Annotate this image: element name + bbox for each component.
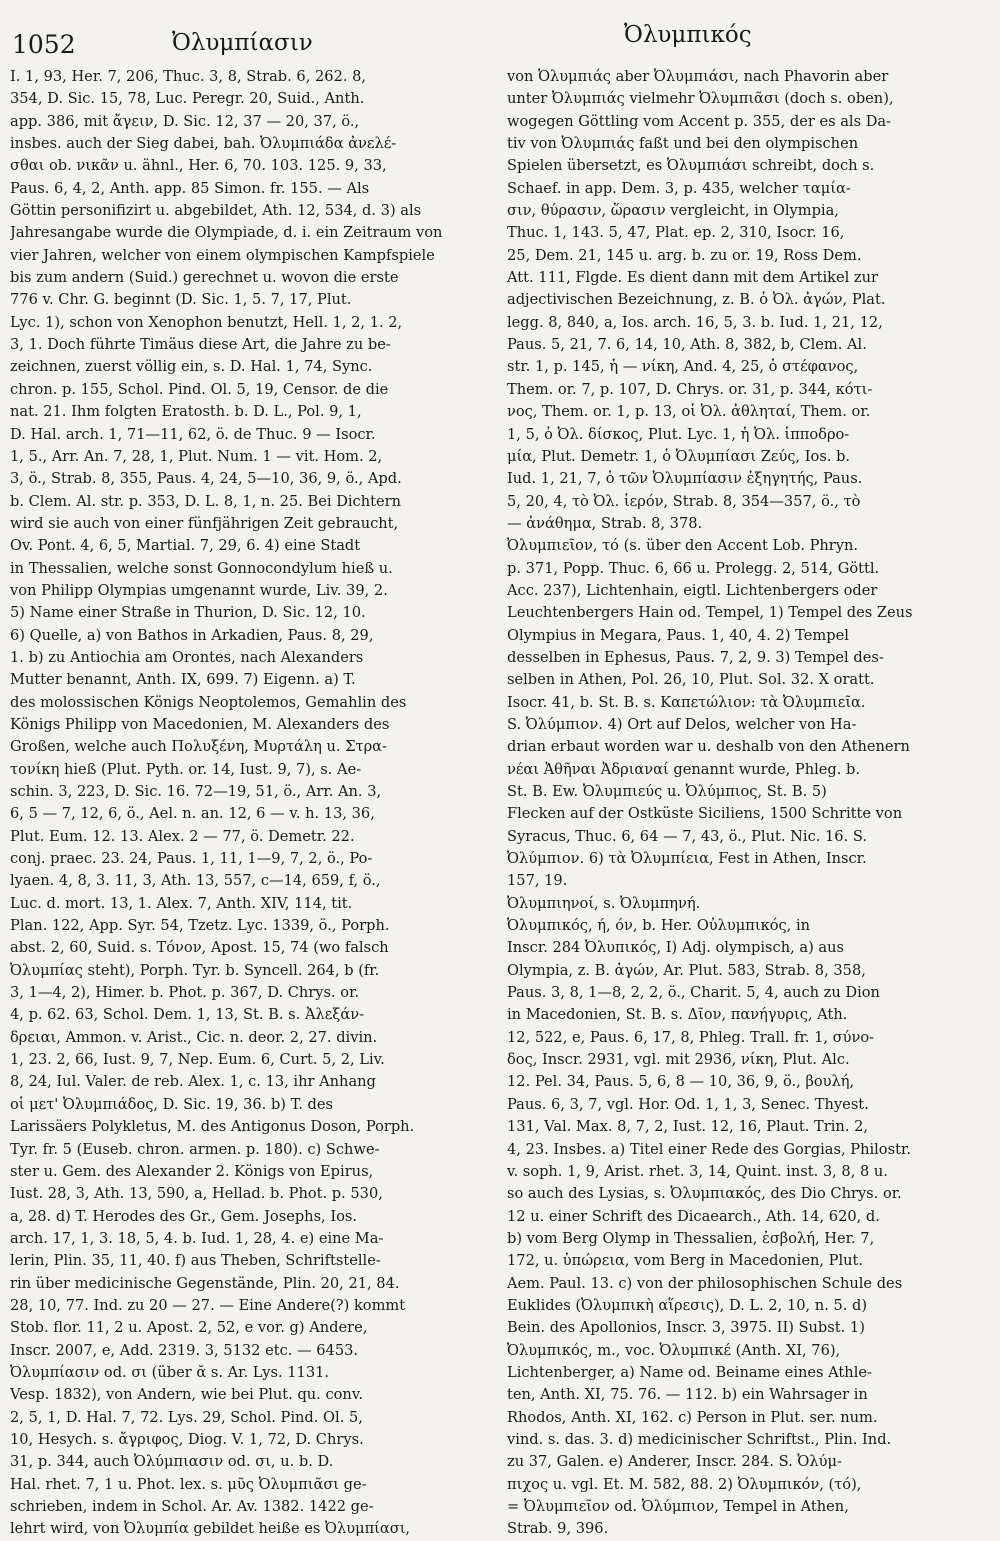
- text-line: 2, 5, 1, D. Hal. 7, 72. Lys. 29, Schol. Pind. Ol. 5,: [10, 1408, 363, 1426]
- text-line: Syracus, Thuc. 6, 64 — 7, 43, ö., Plut. Nic. 16. S.: [507, 827, 867, 845]
- text-line: 8, 24, Iul. Valer. de reb. Alex. 1, c. 13, ihr Anhang: [10, 1073, 376, 1091]
- text-line: Hal. rhet. 7, 1 u. Phot. lex. s. μῦς Ὀλυμπιᾶσι ge-: [10, 1475, 367, 1493]
- text-line: 1. b) zu Antiochia am Orontes, nach Alexanders: [10, 648, 364, 666]
- text-line: I. 1, 93, Her. 7, 206, Thuc. 3, 8, Strab. 6, 262. 8,: [10, 68, 367, 85]
- text-line: nat. 21. Ihm folgten Eratosth. b. D. L., Pol. 9, 1,: [10, 403, 362, 421]
- text-line: Tyr. fr. 5 (Euseb. chron. armen. p. 180). c) Schwe-: [10, 1140, 380, 1158]
- text-line: 31, p. 344, auch Ὀλύμπιασιν od. σι, u. b. D.: [10, 1453, 334, 1471]
- text-line: Spielen übersetzt, es Ὀλυμπιάσι schreibt, doch s.: [507, 157, 875, 175]
- text-line: 3, ö., Strab. 8, 355, Paus. 4, 24, 5—10, 36, 9, ö., Apd.: [10, 470, 402, 488]
- text-line: abst. 2, 60, Suid. s. Τόνον, Apost. 15, 74 (wo falsch: [10, 939, 389, 957]
- text-line: Luc. d. mort. 13, 1. Alex. 7, Anth. XIV, 114, tit.: [10, 894, 353, 912]
- text-line: — ἀνάθημα, Strab. 8, 378.: [507, 514, 703, 532]
- text-line: 6) Quelle, a) von Bathos in Arkadien, Paus. 8, 29,: [10, 626, 374, 644]
- text-line: unter Ὀλυμπιάς vielmehr Ὀλυμπιᾶσι (doch s. oben),: [507, 90, 894, 108]
- text-line: πιχος u. vgl. Et. M. 582, 88. 2) Ὀλυμπικόν, (τό),: [507, 1475, 862, 1493]
- text-line: drian erbaut worden war u. deshalb von den Athenern: [507, 738, 910, 756]
- text-line: 5) Name einer Straße in Thurion, D. Sic. 12, 10.: [10, 604, 366, 622]
- text-line: 776 v. Chr. G. beginnt (D. Sic. 1, 5. 7, 17, Plut.: [10, 291, 352, 309]
- text-line: a, 28. d) T. Herodes des Gr., Gem. Josephs, Ios.: [10, 1207, 358, 1225]
- text-line: ster u. Gem. des Alexander 2. Königs von Epirus,: [10, 1162, 374, 1180]
- text-line: rin über medicinische Gegenstände, Plin. 20, 21, 84.: [10, 1274, 400, 1292]
- text-line: Rhodos, Anth. XI, 162. c) Person in Plut. ser. num.: [507, 1408, 878, 1426]
- text-line: von Philipp Olympias umgenannt wurde, Liv. 39, 2.: [10, 581, 388, 599]
- text-line: desselben in Ephesus, Paus. 7, 2, 9. 3) Tempel des-: [507, 648, 884, 666]
- text-line: D. Hal. arch. 1, 71—11, 62, ö. de Thuc. 9 — Isocr.: [10, 425, 376, 443]
- text-line: Plut. Eum. 12. 13. Alex. 2 — 77, ö. Demetr. 22.: [10, 827, 355, 845]
- text-line: 157, 19.: [507, 872, 568, 890]
- text-line: ten, Anth. XI, 75. 76. — 112. b) ein Wahrsager in: [507, 1386, 868, 1404]
- text-line: 5, 20, 4, τὸ Ὀλ. ἱερόν, Strab. 8, 354—357, ö., τὸ: [507, 492, 861, 510]
- text-line: schrieben, indem in Schol. Ar. Av. 1382. 1422 ge-: [10, 1498, 374, 1515]
- text-line: Vesp. 1832), von Andern, wie bei Plut. qu. conv.: [10, 1386, 363, 1404]
- text-line: μία, Plut. Demetr. 1, ὁ Ὀλυμπίασι Ζεύς, Ios. b.: [507, 447, 851, 465]
- text-line: Königs Philipp von Macedonien, M. Alexanders des: [10, 715, 390, 733]
- text-line: Acc. 237), Lichtenhain, eigtl. Lichtenbergers oder: [507, 581, 878, 599]
- text-line: Them. or. 7, p. 107, D. Chrys. or. 31, p. 344, κότι-: [507, 380, 873, 398]
- text-line: wogegen Göttling vom Accent p. 355, der es als Da-: [507, 112, 892, 130]
- text-line: Att. 111, Flgde. Es dient dann mit dem Artikel zur: [507, 269, 878, 287]
- text-line: 12. Pel. 34, Paus. 5, 6, 8 — 10, 36, 9, ö., βουλή,: [507, 1073, 855, 1091]
- text-line: b. Clem. Al. str. p. 353, D. L. 8, 1, n. 25. Bei Dichtern: [10, 492, 402, 510]
- text-line: νος, Them. or. 1, p. 13, οἱ Ὀλ. ἀθληταί, Them. or.: [507, 403, 871, 421]
- text-line: S. Ὀλύμπιον. 4) Ort auf Delos, welcher von Ha-: [507, 715, 857, 733]
- text-line: Flecken auf der Ostküste Siciliens, 1500 Schritte von: [507, 805, 903, 823]
- text-line: chron. p. 155, Schol. Pind. Ol. 5, 19, Censor. de die: [10, 380, 389, 398]
- guide-word-right: Ὀλυμπικός: [624, 22, 752, 48]
- text-line: 4, 23. Insbes. a) Titel einer Rede des Gorgias, Philostr.: [507, 1140, 911, 1158]
- text-line: Paus. 5, 21, 7. 6, 14, 10, Ath. 8, 382, b, Clem. Al.: [507, 336, 867, 354]
- text-line: Paus. 3, 8, 1—8, 2, 2, ö., Charit. 5, 4, auch zu Dion: [507, 984, 880, 1002]
- text-line: str. 1, p. 145, ἡ — νίκη, And. 4, 25, ὁ στέφανος,: [507, 358, 859, 376]
- text-line: app. 386, mit ἄγειν, D. Sic. 12, 37 — 20, 37, ö.,: [10, 112, 360, 130]
- text-line: 354, D. Sic. 15, 78, Luc. Peregr. 20, Suid., Anth.: [10, 90, 365, 108]
- text-line: zeichnen, zuerst völlig ein, s. D. Hal. 1, 74, Sync.: [10, 358, 373, 376]
- text-line: vind. s. das. 3. d) medicinischer Schriftst., Plin. Ind.: [507, 1430, 892, 1448]
- text-line: Ὀλυμπίας steht), Porph. Tyr. b. Syncell. 264, b (fr.: [10, 961, 380, 979]
- text-line: Thuc. 1, 143. 5, 47, Plat. ep. 2, 310, Isocr. 16,: [507, 224, 845, 242]
- text-line: δρειαι, Ammon. v. Arist., Cic. n. deor. 2, 27. divin.: [10, 1028, 378, 1046]
- text-line: 172, u. ὑπώρεια, vom Berg in Macedonien, Plut.: [507, 1252, 864, 1270]
- text-line: Inscr. 284 Ὀλυπικός, I) Adj. olympisch, a) aus: [507, 939, 845, 957]
- text-line: Leuchtenbergers Hain od. Tempel, 1) Tempel des Zeus: [507, 604, 913, 622]
- text-line: so auch des Lysias, s. Ὀλυμπιακός, des Dio Chrys. or.: [507, 1185, 902, 1203]
- text-line: von Ὀλυμπιάς aber Ὀλυμπιάσι, nach Phavorin aber: [507, 68, 889, 85]
- right-column: [507, 66, 985, 1541]
- text-line: Bein. des Apollonios, Inscr. 3, 3975. II) Subst. 1): [507, 1319, 865, 1337]
- text-line: vier Jahren, welcher von einem olympischen Kampfspiele: [10, 246, 435, 264]
- text-line: Paus. 6, 4, 2, Anth. app. 85 Simon. fr. 155. — Als: [10, 179, 370, 197]
- text-line: p. 371, Popp. Thuc. 6, 66 u. Prolegg. 2, 514, Göttl.: [507, 559, 880, 577]
- page-header: [0, 22, 1000, 62]
- text-line: Iud. 1, 21, 7, ὁ τῶν Ὀλυμπίασιν ἐξηγητής, Paus.: [507, 470, 863, 488]
- text-line: 25, Dem. 21, 145 u. arg. b. zu or. 19, Ross Dem.: [507, 246, 862, 264]
- text-line: lehrt wird, von Ὀλυμπία gebildet heiße es Ὀλυμπίασι,: [10, 1520, 411, 1538]
- text-line: 28, 10, 77. Ind. zu 20 — 27. — Eine Andere(?) kommt: [10, 1296, 406, 1314]
- text-line: Olympia, z. B. ἀγών, Ar. Plut. 583, Strab. 8, 358,: [507, 961, 866, 979]
- text-line: Ὀλυμπίασιν od. σι (über ᾰ s. Ar. Lys. 1131.: [10, 1363, 330, 1381]
- text-line: Ov. Pont. 4, 6, 5, Martial. 7, 29, 6. 4) eine Stadt: [10, 537, 361, 555]
- text-line: σθαι ob. νικᾶν u. ähnl., Her. 6, 70. 103. 125. 9, 33,: [10, 157, 387, 175]
- text-line: lerin, Plin. 35, 11, 40. f) aus Theben, Schriftstelle-: [10, 1252, 381, 1270]
- page-number: 1052: [12, 30, 76, 59]
- text-line: Isocr. 41, b. St. B. s. Καπετώλιον: τὰ Ὀλυμπιεῖα.: [507, 693, 866, 711]
- text-line: Lichtenberger, a) Name od. Beiname eines Athle-: [507, 1363, 872, 1381]
- text-line: legg. 8, 840, a, Ios. arch. 16, 5, 3. b. Iud. 1, 21, 12,: [507, 313, 883, 331]
- text-line: in Macedonien, St. B. s. Δῖον, πανήγυρις, Ath.: [507, 1006, 848, 1024]
- text-line: Olympius in Megara, Paus. 1, 40, 4. 2) Tempel: [507, 626, 849, 644]
- text-line: Schaef. in app. Dem. 3, p. 435, welcher ταμία-: [507, 179, 851, 197]
- text-line: insbes. auch der Sieg dabei, bah. Ὀλυμπιάδα ἀνελέ-: [10, 135, 397, 153]
- text-line: arch. 17, 1, 3. 18, 5, 4. b. Iud. 1, 28, 4. e) eine Ma-: [10, 1229, 384, 1247]
- text-line: des molossischen Königs Neoptolemos, Gemahlin des: [10, 693, 407, 711]
- text-line: bis zum andern (Suid.) gerechnet u. wovon die erste: [10, 269, 399, 287]
- text-line: St. B. Ew. Ὀλυμπιεύς u. Ὀλύμπιος, St. B. 5): [507, 783, 827, 800]
- left-column: [10, 66, 486, 1541]
- text-line: Larissäers Polykletus, M. des Antigonus Doson, Porph.: [10, 1118, 415, 1136]
- text-line: b) vom Berg Olymp in Thessalien, ἐσβολή, Her. 7,: [507, 1229, 875, 1247]
- text-line: Göttin personifizirt u. abgebildet, Ath. 12, 534, d. 3) als: [10, 202, 422, 220]
- text-line: selben in Athen, Pol. 26, 10, Plut. Sol. 32. X oratt.: [507, 671, 875, 689]
- text-line: Euklides (Ὀλυμπικὴ αἵρεσις), D. L. 2, 10, n. 5. d): [507, 1296, 868, 1314]
- text-line: Strab. 9, 396.: [507, 1520, 609, 1538]
- text-line: v. soph. 1, 9, Arist. rhet. 3, 14, Quint. inst. 3, 8, 8 u.: [507, 1162, 888, 1180]
- text-line: 3, 1—4, 2), Himer. b. Phot. p. 367, D. Chrys. or.: [10, 984, 360, 1002]
- text-line: = Ὀλυμπιεῖον od. Ὀλύμπιον, Tempel in Athen,: [507, 1498, 849, 1515]
- text-line: 1, 5, ὁ Ὀλ. δίσκος, Plut. Lyc. 1, ἡ Ὀλ. ἱπποδρο-: [507, 425, 850, 443]
- text-line: Plan. 122, App. Syr. 54, Tzetz. Lyc. 1339, ö., Porph.: [10, 917, 390, 935]
- text-line: δος, Inscr. 2931, vgl. mit 2936, νίκη, Plut. Alc.: [507, 1051, 850, 1069]
- text-line: schin. 3, 223, D. Sic. 16. 72—19, 51, ö., Arr. An. 3,: [10, 783, 382, 800]
- text-line: 12, 522, e, Paus. 6, 17, 8, Phleg. Trall. fr. 1, σύνο-: [507, 1028, 875, 1046]
- text-line: 4, p. 62. 63, Schol. Dem. 1, 13, St. B. s. Ἀλεξάν-: [10, 1006, 364, 1024]
- text-line: 3, 1. Doch führte Timäus diese Art, die Jahre zu be-: [10, 336, 391, 354]
- text-line: Iust. 28, 3, Ath. 13, 590, a, Hellad. b. Phot. p. 530,: [10, 1185, 383, 1203]
- text-line: Ὀλυμπιεῖον, τό (s. über den Accent Lob. Phryn.: [507, 537, 859, 555]
- text-line: Großen, welche auch Πολυξένη, Μυρτάλη u. Στρα-: [10, 738, 387, 756]
- text-line: Ὀλυμπιηνοί, s. Ὀλυμπηνή.: [507, 894, 701, 912]
- text-line: Ὀλυμπικός, ή, όν, b. Her. Οὐλυμπικός, in: [507, 917, 811, 935]
- text-line: τονίκη hieß (Plut. Pyth. or. 14, Iust. 9, 7), s. Ae-: [10, 760, 362, 778]
- text-line: wird sie auch von einer fünfjährigen Zeit gebraucht,: [10, 514, 399, 532]
- text-line: Stob. flor. 11, 2 u. Apost. 2, 52, e vor. g) Andere,: [10, 1319, 368, 1337]
- text-line: Mutter benannt, Anth. IX, 699. 7) Eigenn. a) T.: [10, 671, 356, 689]
- text-line: Ὀλύμπιον. 6) τὰ Ὀλυμπίεια, Fest in Athen, Inscr.: [507, 850, 867, 868]
- text-line: Lyc. 1), schon von Xenophon benutzt, Hell. 1, 2, 1. 2,: [10, 313, 403, 331]
- text-line: 131, Val. Max. 8, 7, 2, Iust. 12, 16, Plaut. Trin. 2,: [507, 1118, 869, 1136]
- text-line: Jahresangabe wurde die Olympiade, d. i. ein Zeitraum von: [10, 224, 443, 242]
- text-line: zu 37, Galen. e) Anderer, Inscr. 284. S. Ὀλύμ-: [507, 1453, 842, 1471]
- text-line: 1, 5., Arr. An. 7, 28, 1, Plut. Num. 1 — vit. Hom. 2,: [10, 447, 383, 465]
- guide-word-left: Ὀλυμπίασιν: [172, 30, 313, 56]
- text-line: Inscr. 2007, e, Add. 2319. 3, 5132 etc. — 6453.: [10, 1341, 359, 1359]
- text-line: 6, 5 — 7, 12, 6, ö., Ael. n. an. 12, 6 — v. h. 13, 36,: [10, 805, 375, 823]
- text-line: 10, Hesych. s. ἄγριφος, Diog. V. 1, 72, D. Chrys.: [10, 1430, 364, 1448]
- text-line: νέαι Ἀθῆναι Ἀδριαναί genannt wurde, Phleg. b.: [507, 760, 861, 778]
- text-line: Ὀλυμπικός, m., voc. Ὀλυμπικέ (Anth. XI, 76),: [507, 1341, 841, 1359]
- text-line: οἱ μετ' Ὀλυμπιάδος, D. Sic. 19, 36. b) T. des: [10, 1095, 333, 1113]
- text-line: 12 u. einer Schrift des Dicaearch., Ath. 14, 620, d.: [507, 1207, 880, 1225]
- text-line: tiv von Ὀλυμπιάς faßt und bei den olympischen: [507, 135, 859, 153]
- text-line: lyaen. 4, 8, 3. 11, 3, Ath. 13, 557, c—14, 659, f, ö.,: [10, 872, 381, 890]
- text-line: 1, 23. 2, 66, Iust. 9, 7, Nep. Eum. 6, Curt. 5, 2, Liv.: [10, 1051, 385, 1069]
- text-line: conj. praec. 23. 24, Paus. 1, 11, 1—9, 7, 2, ö., Po-: [10, 850, 373, 868]
- text-line: adjectivischen Bezeichnung, z. B. ὁ Ὀλ. ἀγών, Plat.: [507, 291, 886, 309]
- text-line: σιν, θύρασιν, ὥρασιν vergleicht, in Olympia,: [507, 202, 839, 220]
- text-line: in Thessalien, welche sonst Gonnocondylum hieß u.: [10, 559, 393, 577]
- text-line: Aem. Paul. 13. c) von der philosophischen Schule des: [507, 1274, 903, 1292]
- text-line: Paus. 6, 3, 7, vgl. Hor. Od. 1, 1, 3, Senec. Thyest.: [507, 1095, 869, 1113]
